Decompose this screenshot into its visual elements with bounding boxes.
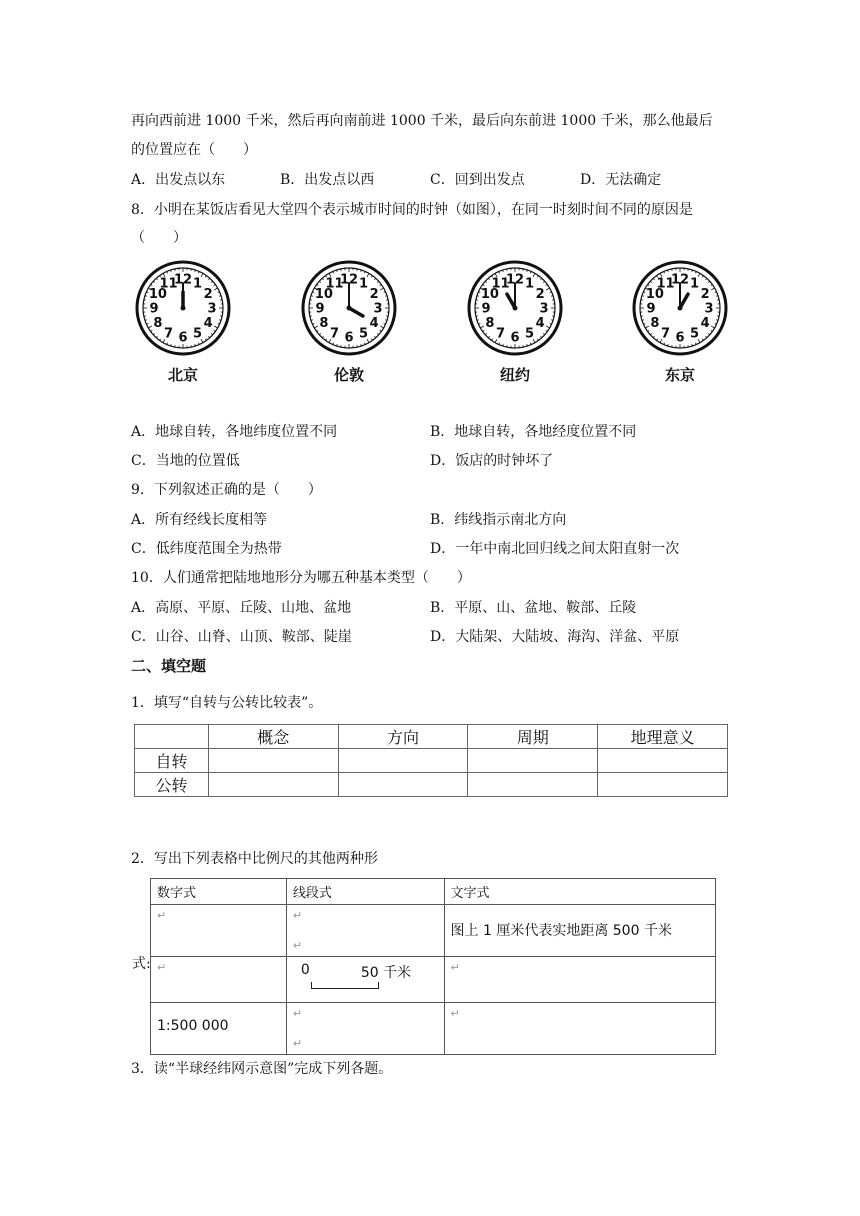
clock-numeral: 2 bbox=[369, 287, 379, 302]
q7-text-line2: 的位置应在（ ） bbox=[131, 142, 257, 158]
clock-numeral: 9 bbox=[646, 301, 656, 317]
q8-option-b[interactable]: B．地球自转，各地经度位置不同 bbox=[430, 424, 637, 440]
q10-option-c[interactable]: C．山谷、山脊、山顶、鞍部、陡崖 bbox=[131, 629, 352, 645]
answer-cell[interactable] bbox=[598, 773, 728, 797]
line-scale bbox=[293, 960, 438, 998]
table-header-cell: 数字式 bbox=[151, 879, 287, 905]
clock-numeral: 9 bbox=[481, 301, 491, 317]
clock-numeral: 8 bbox=[153, 316, 163, 331]
scale-forms-table bbox=[150, 878, 716, 1055]
answer-cell[interactable] bbox=[286, 905, 444, 957]
clock-numeral: 1 bbox=[689, 276, 700, 292]
clock-numeral: 4 bbox=[203, 316, 213, 331]
clock-numeral: 5 bbox=[689, 326, 700, 342]
clock-numeral: 8 bbox=[650, 316, 660, 331]
clock-numeral: 12 bbox=[173, 272, 193, 288]
fill1-stem: 1．填写“自转与公转比较表”。 bbox=[131, 695, 323, 711]
clock-numeral: 11 bbox=[491, 276, 510, 292]
clock-numeral: 3 bbox=[373, 301, 383, 317]
answer-cell[interactable] bbox=[208, 749, 338, 773]
fill3-stem: 3．读“半球经纬网示意图”完成下列各题。 bbox=[131, 1061, 393, 1077]
clock-numeral: 5 bbox=[358, 326, 369, 342]
q9-option-a[interactable]: A．所有经线长度相等 bbox=[131, 512, 268, 528]
q8-option-a[interactable]: A．地球自转，各地纬度位置不同 bbox=[131, 424, 338, 440]
q9-stem: 9．下列叙述正确的是（ ） bbox=[131, 482, 322, 498]
return-mark: ↵ bbox=[450, 1007, 460, 1020]
answer-cell[interactable] bbox=[208, 773, 338, 797]
line-scale-bar bbox=[311, 982, 379, 989]
clock-numeral: 12 bbox=[505, 272, 525, 288]
rotation-revolution-table bbox=[134, 724, 728, 797]
section-heading: 二、填空题 bbox=[131, 657, 207, 675]
clock-center-pin bbox=[181, 306, 186, 311]
clock-numeral: 6 bbox=[510, 330, 520, 346]
clock-numeral: 8 bbox=[485, 316, 495, 331]
table-header-cell: 方向 bbox=[338, 725, 468, 749]
table-header-cell: 地理意义 bbox=[598, 725, 728, 749]
clock-numeral: 6 bbox=[178, 330, 188, 346]
return-mark: ↵ bbox=[292, 1007, 303, 1020]
clock-city-label: 纽约 bbox=[499, 366, 530, 384]
numeric-scale-value: 1:500 000 bbox=[157, 1018, 229, 1034]
clock-beijing bbox=[133, 258, 233, 385]
clock-numeral: 2 bbox=[700, 287, 710, 302]
clock-numeral: 5 bbox=[524, 326, 535, 342]
row-label-rotation: 自转 bbox=[135, 749, 209, 773]
q8-stem-line1: 8．小明在某饭店看见大堂四个表示城市时间的时钟（如图），在同一时刻时间不同的原因是 bbox=[131, 202, 693, 218]
answer-cell[interactable] bbox=[338, 749, 468, 773]
clock-center-pin bbox=[678, 306, 683, 311]
q7-text-line1: 再向西前进 1000 千米，然后再向南前进 1000 千米，最后向东前进 1000 千米，那么他最后 bbox=[131, 113, 713, 129]
clock-tokyo bbox=[630, 258, 730, 385]
clock-center-pin bbox=[347, 306, 352, 311]
table-header-cell bbox=[135, 725, 209, 749]
q9-option-d[interactable]: D．一年中南北回归线之间太阳直射一次 bbox=[430, 541, 680, 557]
answer-cell[interactable] bbox=[468, 773, 598, 797]
answer-cell[interactable] bbox=[598, 749, 728, 773]
clock-numeral: 1 bbox=[358, 276, 369, 292]
q10-option-b[interactable]: B．平原、山、盆地、鞍部、丘陵 bbox=[430, 600, 637, 616]
line-scale-end: 50 千米 bbox=[360, 965, 412, 981]
clock-numeral: 12 bbox=[670, 272, 690, 288]
q8-option-d[interactable]: D．饭店的时钟坏了 bbox=[430, 453, 554, 469]
clock-numeral: 9 bbox=[315, 301, 325, 317]
answer-cell[interactable] bbox=[338, 773, 468, 797]
clock-numeral: 2 bbox=[203, 287, 213, 302]
answer-cell[interactable] bbox=[444, 1003, 715, 1055]
clock-numeral: 4 bbox=[535, 316, 545, 331]
q7-option-a[interactable]: A．出发点以东 bbox=[131, 172, 226, 188]
clock-center-pin bbox=[513, 306, 518, 311]
q8-option-c[interactable]: C．当地的位置低 bbox=[131, 453, 240, 469]
clock-face-icon bbox=[465, 258, 565, 358]
clock-face-icon bbox=[299, 258, 399, 358]
clock-numeral: 7 bbox=[329, 326, 340, 342]
clock-numeral: 11 bbox=[656, 276, 675, 292]
clock-numeral: 5 bbox=[192, 326, 203, 342]
return-mark: ↵ bbox=[157, 961, 167, 974]
clock-numeral: 12 bbox=[339, 272, 359, 288]
q10-stem: 10．人们通常把陆地地形分为哪五种基本类型（ ） bbox=[131, 570, 471, 586]
clock-numeral: 8 bbox=[319, 316, 329, 331]
q7-option-c[interactable]: C．回到出发点 bbox=[430, 172, 525, 188]
clock-newyork bbox=[465, 258, 565, 385]
clock-numeral: 10 bbox=[480, 287, 499, 302]
q7-option-d[interactable]: D．无法确定 bbox=[580, 172, 662, 188]
table-header-cell: 概念 bbox=[208, 725, 338, 749]
clock-numeral: 7 bbox=[163, 326, 174, 342]
q7-option-b[interactable]: B．出发点以西 bbox=[280, 172, 375, 188]
clock-numeral: 11 bbox=[159, 276, 178, 292]
q9-option-c[interactable]: C．低纬度范围全为热带 bbox=[131, 541, 282, 557]
clock-numeral: 3 bbox=[539, 301, 549, 317]
clock-numeral: 6 bbox=[675, 330, 685, 346]
clock-numeral: 7 bbox=[660, 326, 671, 342]
return-mark: ↵ bbox=[292, 909, 303, 922]
answer-cell[interactable] bbox=[468, 749, 598, 773]
clock-numeral: 7 bbox=[495, 326, 506, 342]
fill2-stem-continued: 式: bbox=[132, 956, 151, 972]
clock-face-icon bbox=[630, 258, 730, 358]
answer-cell[interactable] bbox=[444, 957, 715, 1003]
clock-numeral: 10 bbox=[148, 287, 167, 302]
clock-numeral: 1 bbox=[524, 276, 535, 292]
clock-numeral: 3 bbox=[704, 301, 714, 317]
clock-numeral: 4 bbox=[700, 316, 710, 331]
return-mark: ↵ bbox=[292, 939, 303, 952]
line-scale-zero: 0 bbox=[300, 962, 310, 978]
clock-numeral: 6 bbox=[344, 330, 354, 346]
answer-cell[interactable] bbox=[286, 1003, 444, 1055]
q9-option-b[interactable]: B．纬线指示南北方向 bbox=[430, 512, 567, 528]
q10-option-d[interactable]: D．大陆架、大陆坡、海沟、洋盆、平原 bbox=[430, 629, 680, 645]
q8-stem-line2: （ ） bbox=[131, 230, 187, 246]
return-mark: ↵ bbox=[292, 1037, 303, 1050]
clock-london bbox=[299, 258, 399, 385]
answer-cell[interactable] bbox=[151, 957, 287, 1003]
answer-cell[interactable] bbox=[151, 905, 287, 957]
return-mark: ↵ bbox=[157, 909, 167, 922]
table-header-cell: 文字式 bbox=[444, 879, 715, 905]
return-mark: ↵ bbox=[450, 961, 460, 974]
text-scale-value: 图上 1 厘米代表实地距离 500 千米 bbox=[450, 923, 672, 939]
clock-numeral: 10 bbox=[645, 287, 664, 302]
clock-face-icon bbox=[133, 258, 233, 358]
clock-numeral: 10 bbox=[314, 287, 333, 302]
fill2-stem: 2．写出下列表格中比例尺的其他两种形 bbox=[131, 851, 378, 867]
clock-numeral: 9 bbox=[149, 301, 159, 317]
table-header-cell: 周期 bbox=[468, 725, 598, 749]
clock-numeral: 1 bbox=[192, 276, 203, 292]
clock-city-label: 东京 bbox=[664, 366, 695, 384]
row-label-revolution: 公转 bbox=[135, 773, 209, 797]
clock-numeral: 2 bbox=[535, 287, 545, 302]
clock-numeral: 4 bbox=[369, 316, 379, 331]
table-header-cell: 线段式 bbox=[286, 879, 444, 905]
clock-city-label: 伦敦 bbox=[333, 366, 364, 384]
clock-city-label: 北京 bbox=[167, 366, 198, 384]
q10-option-a[interactable]: A．高原、平原、丘陵、山地、盆地 bbox=[131, 600, 352, 616]
clock-numeral: 11 bbox=[325, 276, 344, 292]
clock-numeral: 3 bbox=[207, 301, 217, 317]
